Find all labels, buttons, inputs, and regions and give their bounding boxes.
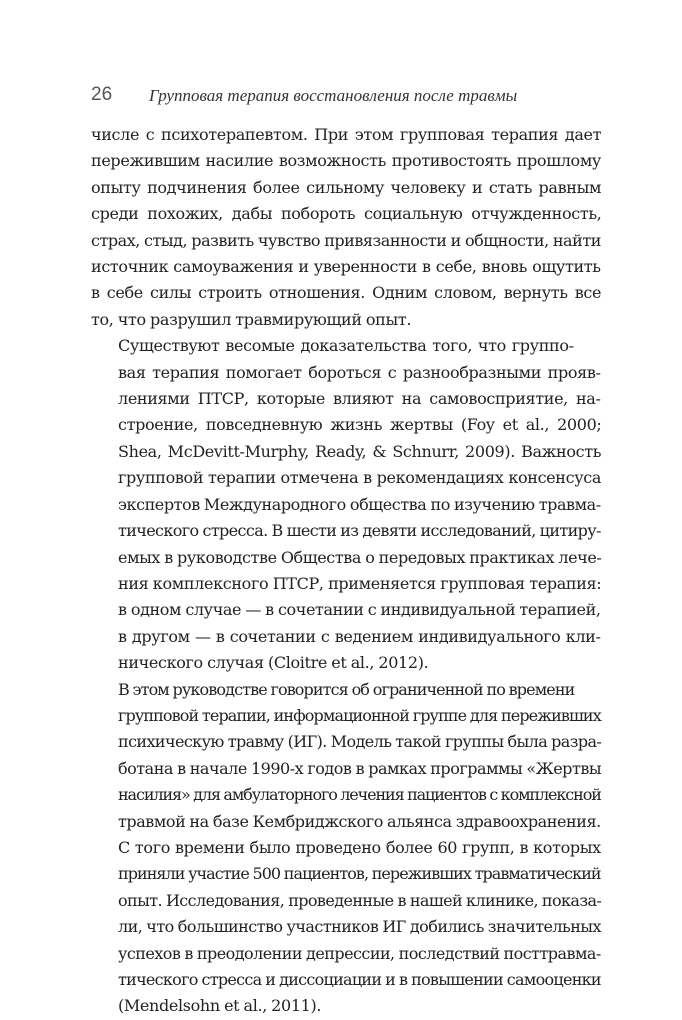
text-line: источник самоуважения и уверенности в себе, вновь ощутить <box>91 257 601 277</box>
text-line: приняли участие 500 пациентов, переживших травматический <box>118 864 601 884</box>
text-line: групповой терапии отмечена в рекомендациях консенсуса <box>118 468 602 488</box>
text-line: ния комплексного ПТСР, применяется групповая терапия: <box>118 573 602 593</box>
text-line: нического случая (Cloitre et al., 2012). <box>118 653 429 673</box>
text-line: насилия» для амбулаторного лечения пациентов с комплексной <box>118 785 601 805</box>
text-line: в себе силы строить отношения. Одним словом, вернуть все <box>91 283 602 303</box>
text-line: тического стресса. В шести из девяти исследований, цитиру- <box>118 521 601 541</box>
text-line: опыт. Исследования, проведенные в нашей клинике, показа- <box>118 890 602 910</box>
text-line: вая терапия помогает бороться с разнообразными прояв- <box>118 362 601 382</box>
text-line: С того времени было проведено более 60 групп, в которых <box>118 837 601 857</box>
paragraph-3 <box>91 677 601 1020</box>
text-line: групповой терапии, информационной группе для переживших <box>118 705 601 725</box>
text-line: среди похожих, дабы побороть социальную отчужденность, <box>91 204 602 224</box>
text-line: психическую травму (ИГ). Модель такой группы была разра- <box>118 732 602 752</box>
text-line: тического стресса и диссоциации и в повышении самооценки <box>118 970 601 989</box>
text-line: (Mendelsohn et al., 2011). <box>118 996 322 1016</box>
text-line: опыту подчинения более сильному человеку и стать равным <box>91 177 602 197</box>
text-line: числе с психотерапевтом. При этом групповая терапия дает <box>91 125 602 144</box>
text-line: В этом руководстве говорится об ограниченной по времени <box>118 679 575 699</box>
text-line: травмой на базе Кембриджского альянса здравоохранения. <box>118 811 601 831</box>
text-line: успехов в преодолении депрессии, последствий посттравма- <box>118 943 601 963</box>
text-line: строение, повседневную жизнь жертвы (Foy et al., 2000; <box>118 415 602 435</box>
paragraph-2 <box>91 333 601 676</box>
text-line: в другом — в сочетании с ведением индивидуального кли- <box>118 626 601 646</box>
text-line: ли, что большинство участников ИГ добились значительных <box>118 917 601 937</box>
text-line: емых в руководстве Общества о передовых практиках лече- <box>118 547 602 567</box>
text-line: пережившим насилие возможность противостоять прошлому <box>91 151 601 171</box>
text-line: страх, стыд, развить чувство привязанности и общности, найти <box>91 230 601 250</box>
text-line: то, что разрушил травмирующий опыт. <box>91 309 412 329</box>
text-line: Shea, McDevitt-Murphy, Ready, & Schnurr, 2009). Важность <box>118 441 602 461</box>
page-number: 26 <box>91 84 113 105</box>
text-line: в одном случае — в сочетании с индивидуальной терапией, <box>118 600 601 620</box>
running-title: Групповая терапия восстановления после травмы <box>149 86 518 105</box>
text-line: лениями ПТСР, которые влияют на самовосприятие, на- <box>118 389 601 409</box>
running-head <box>91 84 611 108</box>
paragraph-1 <box>91 122 601 333</box>
text-line: экспертов Международного общества по изучению травма- <box>118 494 601 514</box>
text-line: Существуют весомые доказательства того, что группо- <box>118 336 574 356</box>
body-text <box>91 122 601 1020</box>
text-line: ботана в начале 1990-х годов в рамках программы «Жертвы <box>118 758 602 778</box>
